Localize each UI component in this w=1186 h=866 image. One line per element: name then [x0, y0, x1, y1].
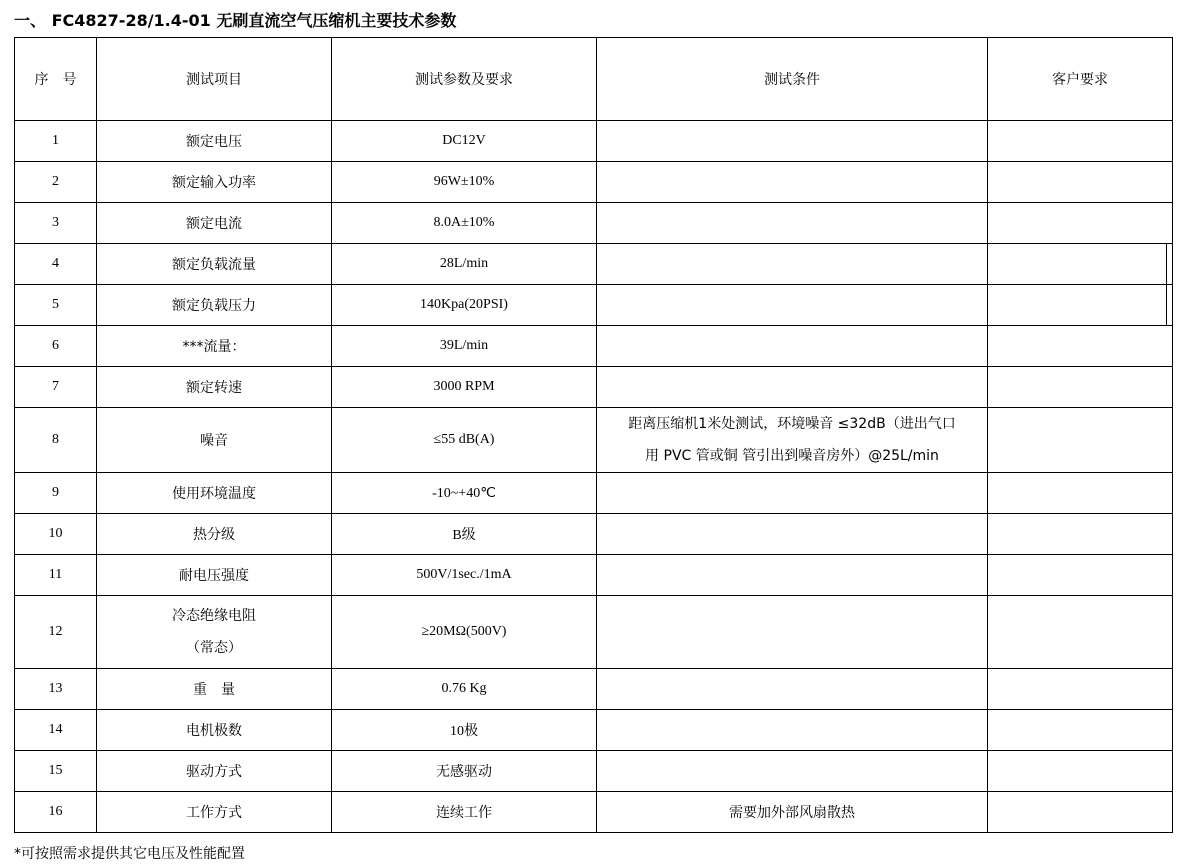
- cell-value: 8.0A±10%: [332, 203, 597, 244]
- cell-item: ***流量：: [97, 326, 332, 367]
- cell-no: 4: [15, 244, 97, 285]
- condition-line-1: 距离压缩机1米处测试，环境噪音 ≤32dB（进出气口: [628, 416, 956, 432]
- cell-no: 16: [15, 792, 97, 833]
- table-row: [15, 751, 1173, 792]
- table-row: [15, 710, 1173, 751]
- cell-item: 重 量: [97, 669, 332, 710]
- cell-no: 7: [15, 367, 97, 408]
- header-no: 序 号: [15, 38, 97, 121]
- cell-value: 无感驱动: [332, 751, 597, 792]
- cell-customer: [988, 244, 1173, 285]
- header-value: 测试参数及要求: [332, 38, 597, 121]
- table-row: [15, 326, 1173, 367]
- cell-item: 耐电压强度: [97, 555, 332, 596]
- header-customer: 客户要求: [988, 38, 1173, 121]
- cell-condition: [597, 669, 988, 710]
- cell-customer: [988, 367, 1173, 408]
- cell-customer: [988, 751, 1173, 792]
- cell-condition: [597, 408, 988, 473]
- cell-condition: [597, 555, 988, 596]
- cell-value: ≥20MΩ(500V): [332, 596, 597, 669]
- cell-item: 额定负载压力: [97, 285, 332, 326]
- cell-customer: [988, 203, 1173, 244]
- cell-no: 1: [15, 121, 97, 162]
- cell-condition: [597, 751, 988, 792]
- cell-no: 8: [15, 408, 97, 473]
- table-row: [15, 203, 1173, 244]
- cell-item: [97, 596, 332, 669]
- cell-condition: [597, 367, 988, 408]
- cell-no: 11: [15, 555, 97, 596]
- table-row: [15, 792, 1173, 833]
- cell-item: 工作方式: [97, 792, 332, 833]
- cell-value: 0.76 Kg: [332, 669, 597, 710]
- stray-border-line: [1166, 243, 1167, 325]
- table-row: [15, 244, 1173, 285]
- cell-value: 28L/min: [332, 244, 597, 285]
- cell-customer: [988, 792, 1173, 833]
- table-row: [15, 367, 1173, 408]
- cell-customer: [988, 162, 1173, 203]
- footnote: *可按照需求提供其它电压及性能配置: [14, 846, 245, 862]
- cell-no: 13: [15, 669, 97, 710]
- cell-no: 14: [15, 710, 97, 751]
- title-prefix: 一、: [14, 11, 47, 30]
- condition-line-2: 用 PVC 管或铜 管引出到噪音房外）@25L/min: [645, 448, 939, 464]
- cell-condition: [597, 710, 988, 751]
- cell-customer: [988, 669, 1173, 710]
- cell-item: 电机极数: [97, 710, 332, 751]
- cell-item: 驱动方式: [97, 751, 332, 792]
- cell-condition: [597, 473, 988, 514]
- cell-value: 96W±10%: [332, 162, 597, 203]
- cell-customer: [988, 326, 1173, 367]
- table-row: [15, 514, 1173, 555]
- cell-condition: [597, 162, 988, 203]
- item-line-2: （常态）: [186, 640, 242, 656]
- cell-condition: [597, 121, 988, 162]
- table-row: [15, 555, 1173, 596]
- cell-condition: [597, 285, 988, 326]
- cell-no: 9: [15, 473, 97, 514]
- cell-value: -10~+40℃: [332, 473, 597, 514]
- cell-item: 额定转速: [97, 367, 332, 408]
- cell-customer: [988, 121, 1173, 162]
- cell-customer: [988, 473, 1173, 514]
- item-line-1: 冷态绝缘电阻: [172, 608, 256, 624]
- cell-no: 6: [15, 326, 97, 367]
- document-title: [14, 8, 456, 31]
- cell-customer: [988, 555, 1173, 596]
- header-condition: 测试条件: [597, 38, 988, 121]
- cell-condition: [597, 596, 988, 669]
- cell-no: 12: [15, 596, 97, 669]
- cell-no: 10: [15, 514, 97, 555]
- table-row: [15, 596, 1173, 669]
- cell-value: 10极: [332, 710, 597, 751]
- cell-item: 额定负载流量: [97, 244, 332, 285]
- cell-value: B级: [332, 514, 597, 555]
- table-row: [15, 121, 1173, 162]
- table-row: [15, 162, 1173, 203]
- cell-item: 额定电压: [97, 121, 332, 162]
- title-model: FC4827-28/1.4-01: [51, 11, 211, 30]
- cell-value: DC12V: [332, 121, 597, 162]
- cell-customer: [988, 596, 1173, 669]
- cell-item: 使用环境温度: [97, 473, 332, 514]
- cell-no: 5: [15, 285, 97, 326]
- cell-value: 39L/min: [332, 326, 597, 367]
- cell-customer: [988, 408, 1173, 473]
- table-row: [15, 669, 1173, 710]
- cell-condition: [597, 326, 988, 367]
- cell-condition: [597, 514, 988, 555]
- cell-item: 额定电流: [97, 203, 332, 244]
- cell-condition: [597, 203, 988, 244]
- cell-customer: [988, 285, 1173, 326]
- cell-value: 3000 RPM: [332, 367, 597, 408]
- cell-condition: [597, 244, 988, 285]
- cell-customer: [988, 710, 1173, 751]
- cell-value: 500V/1sec./1mA: [332, 555, 597, 596]
- cell-condition: 需要加外部风扇散热: [597, 792, 988, 833]
- cell-item: 额定输入功率: [97, 162, 332, 203]
- cell-value: 连续工作: [332, 792, 597, 833]
- cell-no: 3: [15, 203, 97, 244]
- cell-value: 140Kpa(20PSI): [332, 285, 597, 326]
- table-row: [15, 473, 1173, 514]
- cell-no: 15: [15, 751, 97, 792]
- cell-item: 噪音: [97, 408, 332, 473]
- table-row: [15, 285, 1173, 326]
- table-row: [15, 408, 1173, 473]
- cell-customer: [988, 514, 1173, 555]
- table-header-row: [15, 38, 1173, 121]
- cell-value: ≤55 dB(A): [332, 408, 597, 473]
- spec-table: [14, 37, 1173, 833]
- cell-item: 热分级: [97, 514, 332, 555]
- header-item: 测试项目: [97, 38, 332, 121]
- title-text: 无刷直流空气压缩机主要技术参数: [216, 11, 457, 30]
- cell-no: 2: [15, 162, 97, 203]
